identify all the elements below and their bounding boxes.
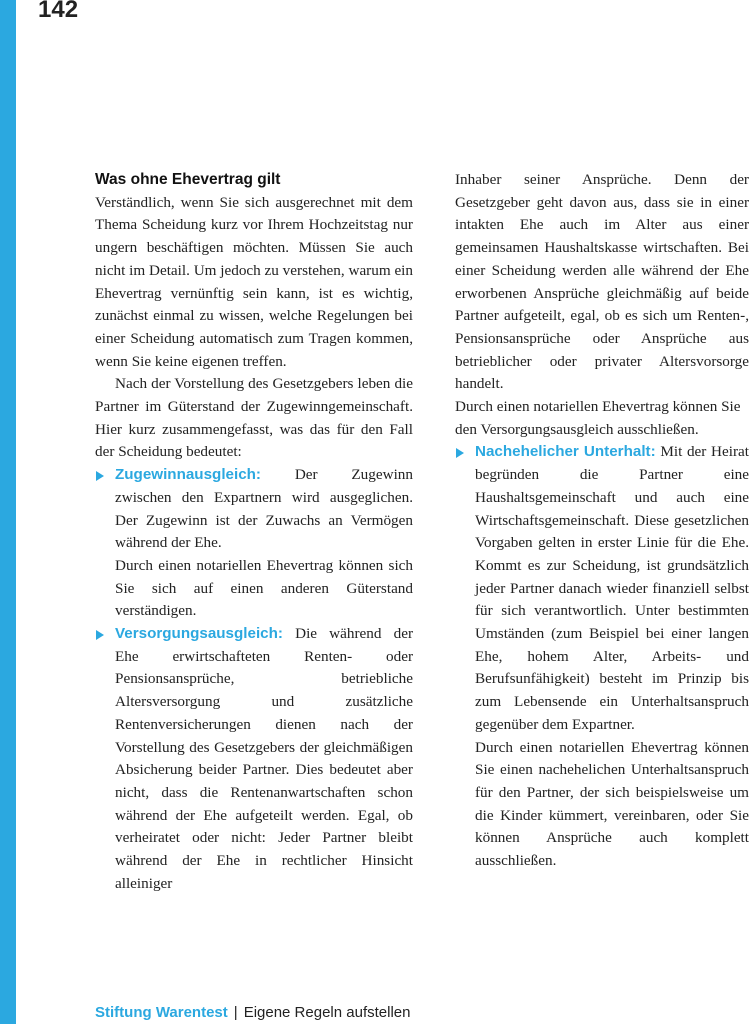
triangle-bullet-icon xyxy=(96,471,104,481)
list-item-term: Versorgungsausgleich: xyxy=(115,625,283,643)
triangle-bullet-icon xyxy=(456,448,464,458)
left-column xyxy=(95,169,413,896)
list-item-text: Die während der Ehe erwirtschafteten Renten- oder Pensionsansprüche, betriebliche Altersversorgung und zusätzliche Rentenversicherungen dienen nach der Vorstellung des Gesetzgebers der gleichmäßigen Absicherung beider Partner. Dies bedeutet aber nicht, dass die Rentenanwartschaften schon während der Ehe aufgeteilt werden. Egal, ob verheiratet oder nicht: Jeder Partner bleibt während der Ehe in rechtlicher Hinsicht alleiniger xyxy=(115,625,414,892)
right-column xyxy=(455,169,749,873)
footer-book-title: Eigene Regeln aufstellen xyxy=(243,1004,411,1021)
list-item-note: Durch einen notariellen Ehevertrag können Sie einen nachehelichen Unterhaltsanspruch für den Partner, der sich beispielsweise um die Kinder kümmert, vereinbaren, oder Sie können Ansprüche auch komplett ausschließen. xyxy=(475,738,749,870)
footer-separator: | xyxy=(233,1004,238,1021)
triangle-bullet-icon xyxy=(96,630,104,640)
list-item-body xyxy=(115,464,413,555)
rules-list xyxy=(95,464,413,895)
list-item-zugewinnausgleich xyxy=(95,464,413,623)
side-color-bar xyxy=(0,0,16,1024)
page-number: 142 xyxy=(38,0,79,23)
list-item-text: Der Zugewinn zwischen den Expartnern wird ausgeglichen. Der Zugewinn ist der Zuwachs an Vermögen während der Ehe. xyxy=(115,466,413,552)
continuation-note: Durch einen notariellen Ehevertrag können Sie den Versorgungsausgleich ausschließen. xyxy=(455,398,741,438)
intro-paragraph: Verständlich, wenn Sie sich ausgerechnet mit dem Thema Scheidung kurz vor Ihrem Hochzeitstag nur ungern beschäftigen möchten. Müssen Sie auch nicht im Detail. Um jedoch zu verstehen, warum ein Ehevertrag vernünftig sein kann, ist es wichtig, zunächst einmal zu wissen, welche Regelungen bei einer Scheidung automatisch zum Tragen kommen, wenn Sie keine eigenen treffen. xyxy=(95,193,413,370)
list-item-nachehelicher-unterhalt xyxy=(455,441,749,872)
list-item-text: Mit der Heirat begründen die Partner eine Haushaltsgemeinschaft und auch eine Wirtschaftsgemeinschaft. Diese gesetzlichen Vorgaben gelten in erster Linie für die Ehe. Kommt es zur Scheidung, ist grundsätzlich jeder Partner danach wieder finanziell selbst für sich verantwortlich. Unter bestimmten Umständen (zum Beispiel bei einer langen Ehe, hohem Alter, Arbeits- und Berufsunfähigkeit) besteht im Prinzip bis zum Lebensende ein Unterhaltsanspruch gegenüber dem Expartner. xyxy=(475,443,749,733)
list-item-body xyxy=(475,441,749,736)
section-heading: Was ohne Ehevertrag gilt xyxy=(95,171,281,188)
list-item-versorgungsausgleich xyxy=(95,623,413,895)
page-footer xyxy=(95,1004,410,1021)
list-item-note: Durch einen notariellen Ehevertrag können sich Sie sich auf einen anderen Güterstand verständigen. xyxy=(115,556,413,620)
rules-list-continued xyxy=(455,441,749,872)
list-item-term: Nachehelicher Unterhalt: xyxy=(475,443,656,461)
second-paragraph: Nach der Vorstellung des Gesetzgebers leben die Partner im Güterstand der Zugewinngemeinschaft. Hier kurz zusammengefasst, was das für den Fall der Scheidung bedeutet: xyxy=(95,375,413,461)
footer-brand: Stiftung Warentest xyxy=(95,1004,228,1021)
list-item-body xyxy=(115,623,413,895)
continuation-paragraph: Inhaber seiner Ansprüche. Denn der Gesetzgeber geht davon aus, dass sie in einer intakten Ehe auch im Alter aus einer gemeinsamen Haushaltskasse wirtschaften. Bei einer Scheidung werden alle während der Ehe erworbenen Ansprüche gleichmäßig auf beide Partner aufgeteilt, egal, ob es sich um Renten-, Pensionsansprüche oder Ansprüche aus betrieblicher oder privater Altersvorsorge handelt. xyxy=(455,171,749,393)
list-item-term: Zugewinnausgleich: xyxy=(115,466,261,484)
